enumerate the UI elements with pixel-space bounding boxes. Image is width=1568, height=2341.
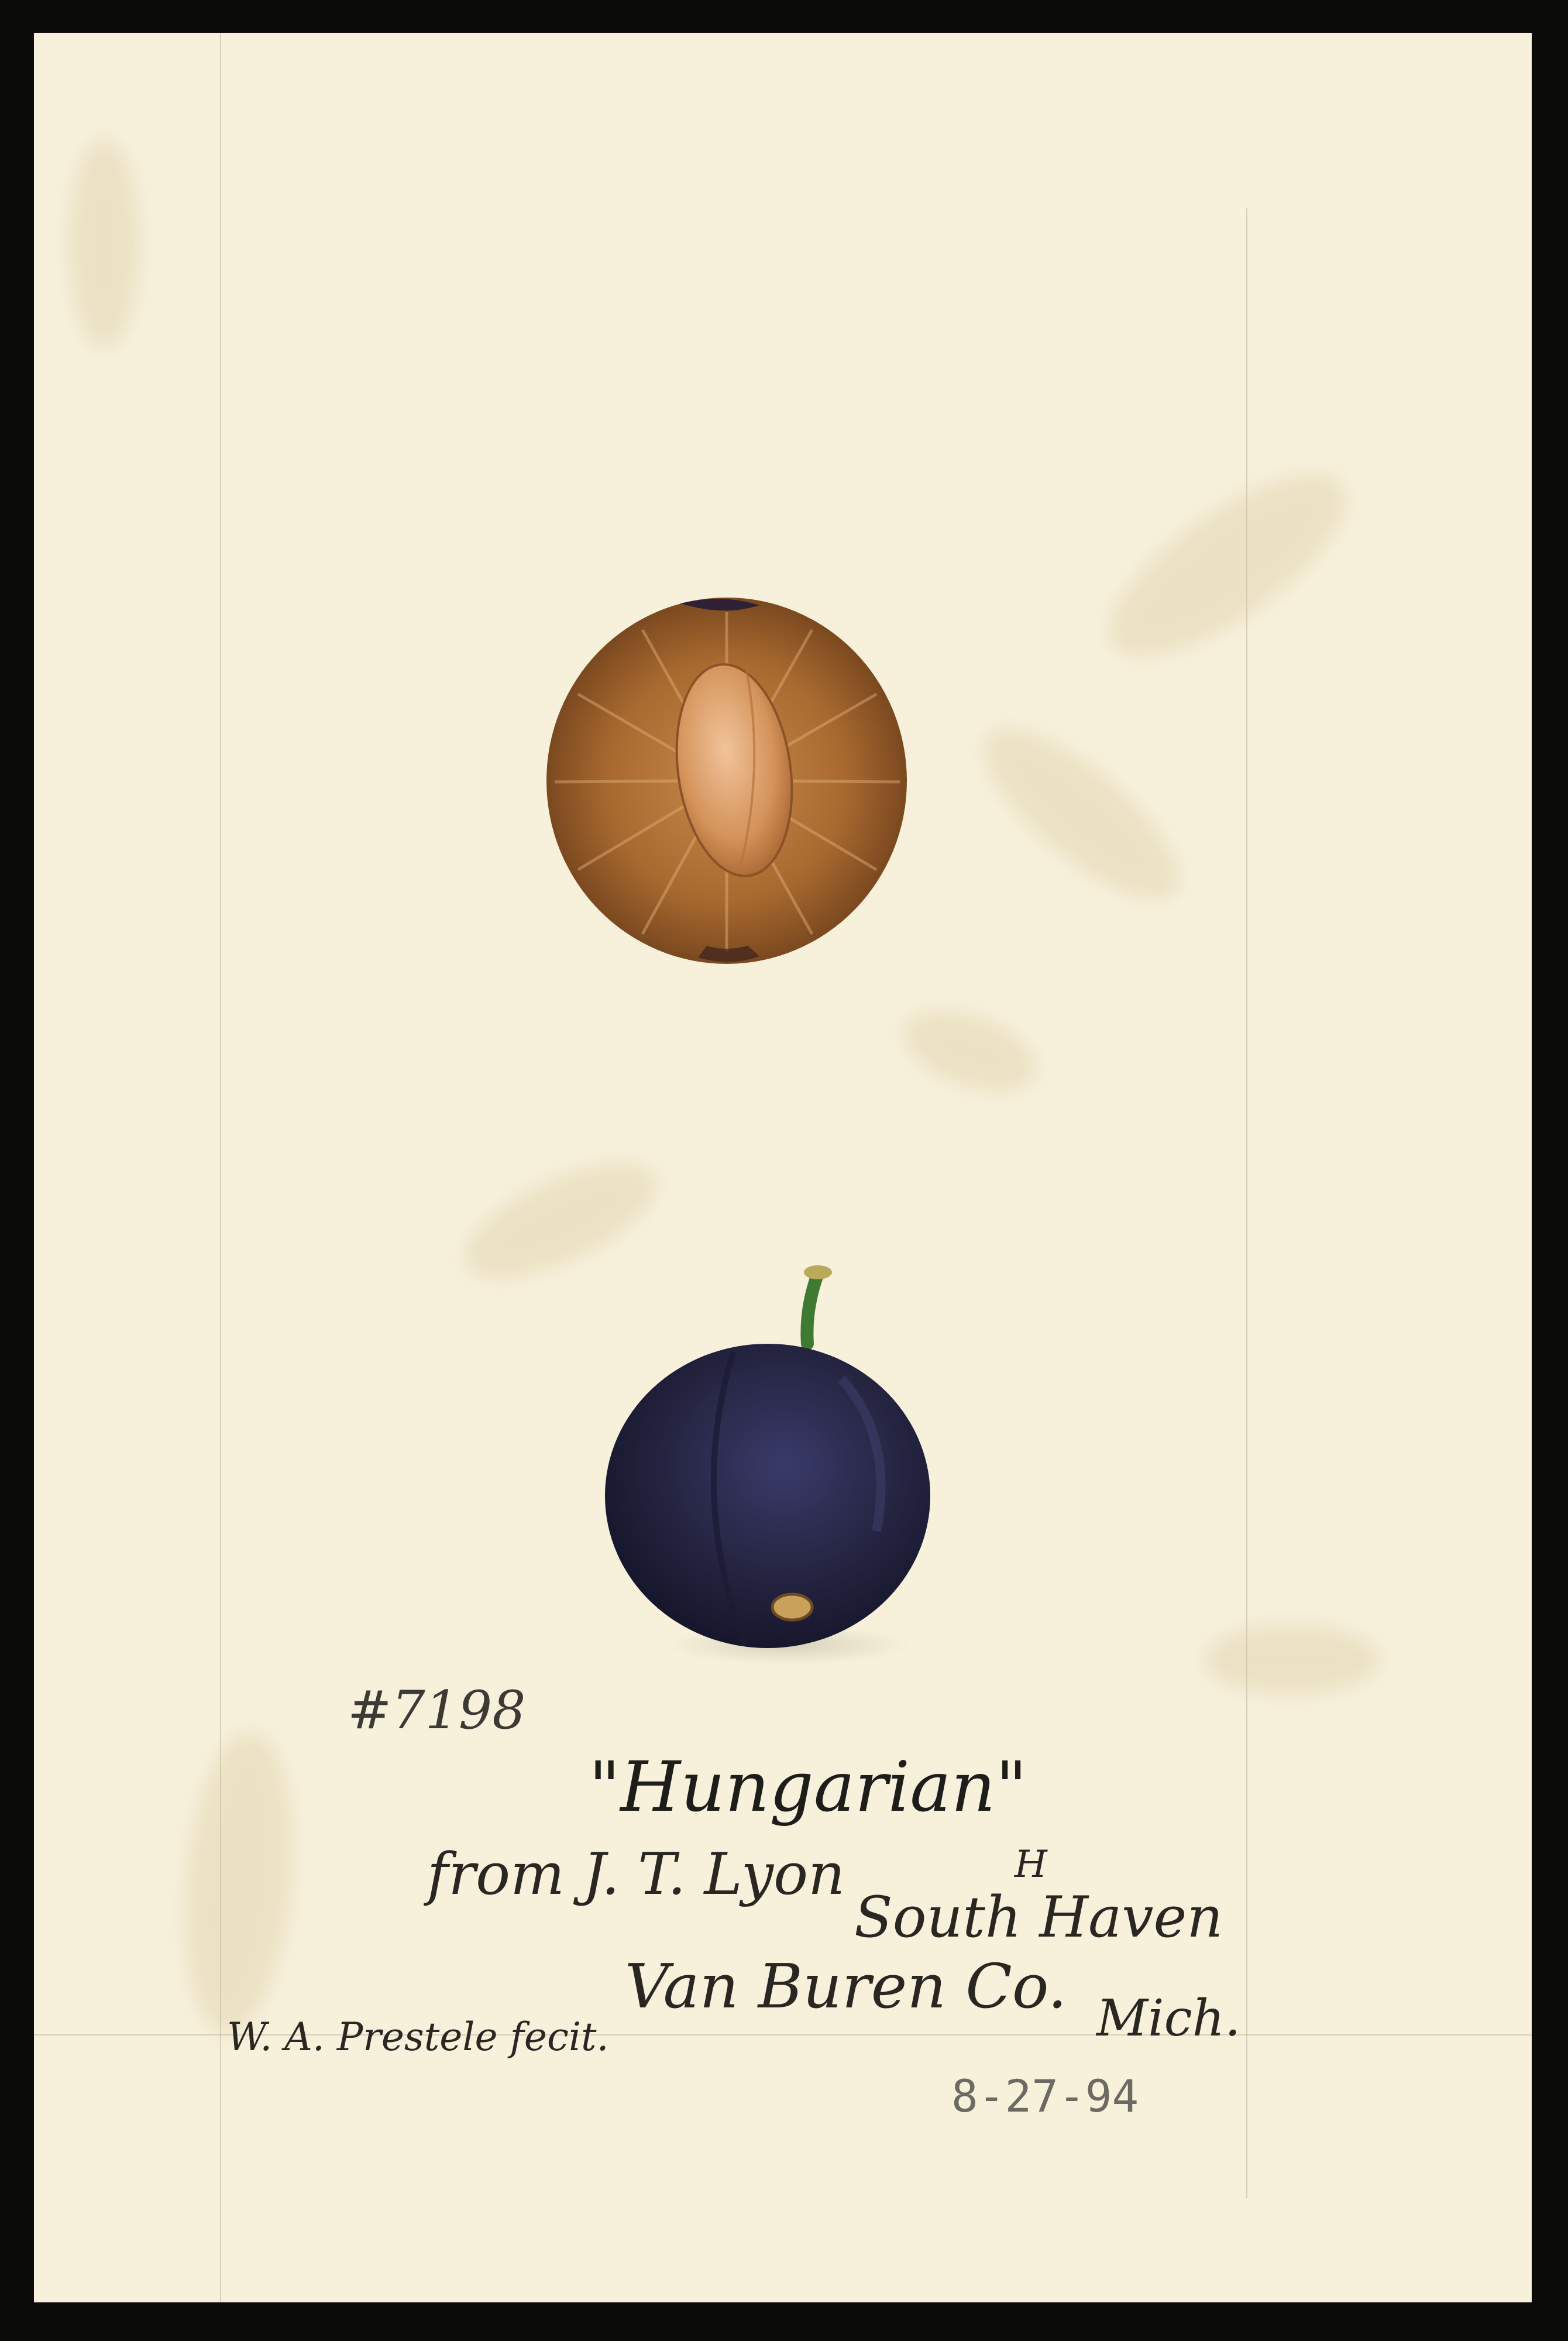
location-city: South Haven (854, 1885, 1223, 1950)
paper-sheet (34, 33, 1532, 2302)
artist-signature: W. A. Prestele fecit. (227, 2014, 609, 2059)
variety-name: "Hungarian" (589, 1746, 1027, 1827)
plum-cross-section-icon (546, 598, 907, 964)
catalog-number: #7198 (348, 1680, 526, 1741)
location-county: Van Buren Co. (625, 1951, 1067, 2022)
location-insert-mark: H (1015, 1843, 1047, 1886)
date-note: 8-27-94 (951, 2070, 1139, 2122)
location-state: Mich. (1096, 1989, 1241, 2048)
source-line: from J. T. Lyon (427, 1841, 845, 1908)
whole-plum-icon (605, 1265, 930, 1665)
